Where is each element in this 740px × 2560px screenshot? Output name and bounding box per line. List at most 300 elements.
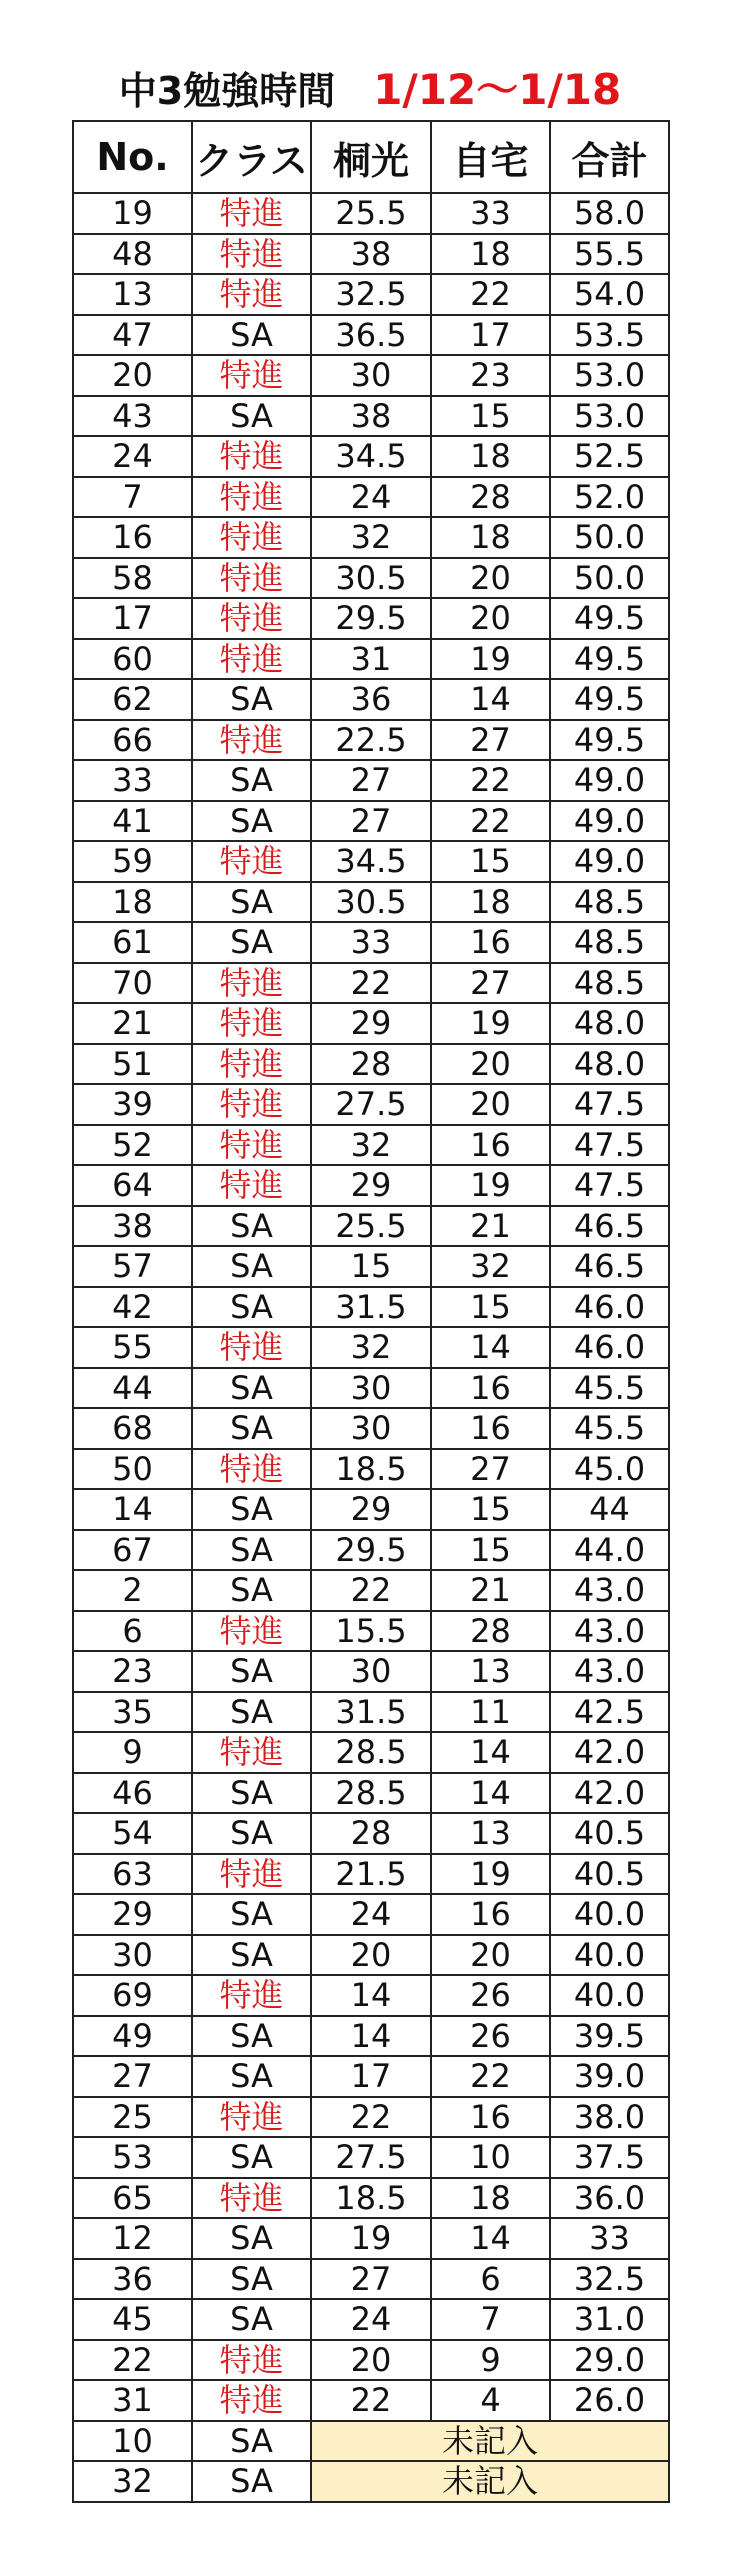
cell-toko: 21.5	[311, 1854, 431, 1895]
table-row	[73, 1935, 669, 1976]
cell-home: 26	[431, 2016, 550, 2057]
cell-total: 39.5	[550, 2016, 669, 2057]
cell-no: 23	[73, 1651, 192, 1692]
cell-toko: 22	[311, 1570, 431, 1611]
table-row	[73, 1327, 669, 1368]
cell-no: 64	[73, 1165, 192, 1206]
cell-total: 36.0	[550, 2178, 669, 2219]
header-no: No.	[73, 121, 192, 193]
cell-total: 53.0	[550, 355, 669, 396]
cell-home: 18	[431, 517, 550, 558]
cell-total: 42.0	[550, 1732, 669, 1773]
cell-total: 58.0	[550, 193, 669, 234]
page-title	[0, 52, 740, 122]
cell-home: 20	[431, 1935, 550, 1976]
cell-no: 6	[73, 1611, 192, 1652]
table-row	[73, 2056, 669, 2097]
cell-total: 46.5	[550, 1206, 669, 1247]
table-row	[73, 1368, 669, 1409]
cell-no: 62	[73, 679, 192, 720]
cell-toko: 30	[311, 1368, 431, 1409]
cell-home: 22	[431, 2056, 550, 2097]
cell-no: 51	[73, 1044, 192, 1085]
cell-total: 46.0	[550, 1327, 669, 1368]
cell-total: 45.5	[550, 1408, 669, 1449]
table-row	[73, 963, 669, 1004]
cell-no: 67	[73, 1530, 192, 1571]
cell-home: 18	[431, 2178, 550, 2219]
cell-class: SA	[192, 1206, 311, 1247]
header-toko: 桐光	[311, 121, 431, 193]
cell-toko: 18.5	[311, 1449, 431, 1490]
cell-total: 44.0	[550, 1530, 669, 1571]
cell-toko: 32.5	[311, 274, 431, 315]
cell-total: 53.0	[550, 396, 669, 437]
cell-total: 49.0	[550, 841, 669, 882]
cell-no: 46	[73, 1773, 192, 1814]
cell-home: 23	[431, 355, 550, 396]
table-row	[73, 1651, 669, 1692]
cell-no: 25	[73, 2097, 192, 2138]
cell-toko: 15.5	[311, 1611, 431, 1652]
cell-total: 54.0	[550, 274, 669, 315]
cell-no: 43	[73, 396, 192, 437]
cell-toko: 32	[311, 517, 431, 558]
cell-total: 50.0	[550, 558, 669, 599]
table-row	[73, 1084, 669, 1125]
cell-class: 特進	[192, 1044, 311, 1085]
cell-toko: 29	[311, 1003, 431, 1044]
table-row	[73, 1165, 669, 1206]
cell-class: SA	[192, 679, 311, 720]
cell-no: 29	[73, 1894, 192, 1935]
cell-total: 46.0	[550, 1287, 669, 1328]
cell-home: 16	[431, 2097, 550, 2138]
table-row	[73, 922, 669, 963]
table-row	[73, 193, 669, 234]
table-row	[73, 2178, 669, 2219]
cell-total: 50.0	[550, 517, 669, 558]
cell-no: 66	[73, 720, 192, 761]
cell-class: 特進	[192, 1003, 311, 1044]
cell-class: SA	[192, 315, 311, 356]
table-row	[73, 1894, 669, 1935]
table-row	[73, 1611, 669, 1652]
cell-unrecorded: 未記入	[311, 2421, 669, 2462]
table-row	[73, 679, 669, 720]
cell-toko: 31.5	[311, 1692, 431, 1733]
cell-home: 20	[431, 1044, 550, 1085]
cell-toko: 28	[311, 1044, 431, 1085]
cell-no: 42	[73, 1287, 192, 1328]
cell-class: 特進	[192, 1165, 311, 1206]
cell-home: 16	[431, 1368, 550, 1409]
cell-total: 45.0	[550, 1449, 669, 1490]
cell-no: 61	[73, 922, 192, 963]
cell-no: 35	[73, 1692, 192, 1733]
cell-class: 特進	[192, 1611, 311, 1652]
table-row	[73, 598, 669, 639]
cell-no: 70	[73, 963, 192, 1004]
cell-toko: 22	[311, 2097, 431, 2138]
cell-class: 特進	[192, 1732, 311, 1773]
cell-total: 40.5	[550, 1813, 669, 1854]
table-row	[73, 436, 669, 477]
cell-toko: 24	[311, 1894, 431, 1935]
cell-class: 特進	[192, 274, 311, 315]
cell-no: 33	[73, 760, 192, 801]
cell-toko: 29	[311, 1489, 431, 1530]
cell-class: 特進	[192, 234, 311, 275]
cell-toko: 14	[311, 2016, 431, 2057]
cell-class: SA	[192, 2421, 311, 2462]
cell-home: 22	[431, 801, 550, 842]
table-row	[73, 1408, 669, 1449]
cell-home: 20	[431, 598, 550, 639]
cell-toko: 24	[311, 477, 431, 518]
cell-class: SA	[192, 1368, 311, 1409]
cell-home: 18	[431, 234, 550, 275]
cell-no: 17	[73, 598, 192, 639]
table-row	[73, 517, 669, 558]
table-row	[73, 274, 669, 315]
cell-toko: 22	[311, 2380, 431, 2421]
cell-toko: 27	[311, 2259, 431, 2300]
table-row	[73, 1044, 669, 1085]
cell-no: 68	[73, 1408, 192, 1449]
cell-class: 特進	[192, 1449, 311, 1490]
table-row	[73, 1003, 669, 1044]
cell-no: 13	[73, 274, 192, 315]
cell-home: 15	[431, 1530, 550, 1571]
cell-no: 2	[73, 1570, 192, 1611]
table-row	[73, 1854, 669, 1895]
table-row	[73, 1530, 669, 1571]
table-row	[73, 1975, 669, 2016]
cell-total: 49.0	[550, 801, 669, 842]
cell-no: 22	[73, 2340, 192, 2381]
table-row	[73, 1773, 669, 1814]
table-row	[73, 2340, 669, 2381]
cell-class: 特進	[192, 963, 311, 1004]
cell-class: SA	[192, 1287, 311, 1328]
cell-home: 22	[431, 274, 550, 315]
cell-class: 特進	[192, 720, 311, 761]
cell-total: 47.5	[550, 1165, 669, 1206]
cell-total: 48.0	[550, 1044, 669, 1085]
cell-no: 45	[73, 2299, 192, 2340]
cell-toko: 31	[311, 639, 431, 680]
cell-no: 20	[73, 355, 192, 396]
cell-total: 48.5	[550, 882, 669, 923]
cell-home: 19	[431, 1854, 550, 1895]
cell-home: 16	[431, 922, 550, 963]
cell-home: 19	[431, 639, 550, 680]
cell-home: 9	[431, 2340, 550, 2381]
table-row	[73, 477, 669, 518]
cell-no: 10	[73, 2421, 192, 2462]
cell-no: 58	[73, 558, 192, 599]
cell-class: 特進	[192, 1125, 311, 1166]
cell-no: 30	[73, 1935, 192, 1976]
cell-total: 40.0	[550, 1935, 669, 1976]
header-home: 自宅	[431, 121, 550, 193]
cell-class: SA	[192, 2461, 311, 2502]
cell-class: 特進	[192, 477, 311, 518]
table-row	[73, 1489, 669, 1530]
cell-total: 49.5	[550, 639, 669, 680]
cell-class: SA	[192, 2218, 311, 2259]
cell-no: 14	[73, 1489, 192, 1530]
cell-toko: 25.5	[311, 1206, 431, 1247]
cell-home: 14	[431, 1773, 550, 1814]
table-row	[73, 1246, 669, 1287]
cell-no: 24	[73, 436, 192, 477]
cell-total: 43.0	[550, 1651, 669, 1692]
cell-home: 15	[431, 1489, 550, 1530]
cell-total: 46.5	[550, 1246, 669, 1287]
cell-home: 6	[431, 2259, 550, 2300]
cell-toko: 30	[311, 1651, 431, 1692]
cell-home: 27	[431, 963, 550, 1004]
cell-total: 42.5	[550, 1692, 669, 1733]
cell-class: SA	[192, 1894, 311, 1935]
cell-class: 特進	[192, 639, 311, 680]
table-row	[73, 2421, 669, 2462]
cell-home: 16	[431, 1125, 550, 1166]
cell-total: 31.0	[550, 2299, 669, 2340]
cell-total: 29.0	[550, 2340, 669, 2381]
cell-toko: 24	[311, 2299, 431, 2340]
cell-class: SA	[192, 2016, 311, 2057]
table-row	[73, 801, 669, 842]
table-row	[73, 1732, 669, 1773]
table-row	[73, 1287, 669, 1328]
table-row	[73, 2097, 669, 2138]
cell-no: 27	[73, 2056, 192, 2097]
cell-total: 48.5	[550, 922, 669, 963]
cell-total: 55.5	[550, 234, 669, 275]
cell-no: 63	[73, 1854, 192, 1895]
cell-class: 特進	[192, 2380, 311, 2421]
cell-no: 9	[73, 1732, 192, 1773]
cell-total: 39.0	[550, 2056, 669, 2097]
cell-no: 41	[73, 801, 192, 842]
cell-toko: 27.5	[311, 2137, 431, 2178]
cell-no: 21	[73, 1003, 192, 1044]
table-row	[73, 1813, 669, 1854]
cell-class: SA	[192, 1692, 311, 1733]
cell-no: 49	[73, 2016, 192, 2057]
cell-toko: 36.5	[311, 315, 431, 356]
table-row	[73, 2016, 669, 2057]
cell-class: SA	[192, 1408, 311, 1449]
cell-home: 10	[431, 2137, 550, 2178]
table-row	[73, 2461, 669, 2502]
study-time-table	[72, 120, 670, 2503]
cell-class: SA	[192, 1773, 311, 1814]
cell-total: 40.0	[550, 1894, 669, 1935]
cell-toko: 15	[311, 1246, 431, 1287]
cell-no: 7	[73, 477, 192, 518]
cell-no: 53	[73, 2137, 192, 2178]
cell-class: 特進	[192, 598, 311, 639]
cell-toko: 29.5	[311, 598, 431, 639]
cell-class: SA	[192, 882, 311, 923]
cell-class: SA	[192, 2299, 311, 2340]
cell-no: 65	[73, 2178, 192, 2219]
cell-toko: 32	[311, 1125, 431, 1166]
cell-home: 33	[431, 193, 550, 234]
cell-home: 15	[431, 1287, 550, 1328]
cell-toko: 28.5	[311, 1773, 431, 1814]
cell-home: 19	[431, 1003, 550, 1044]
cell-home: 16	[431, 1408, 550, 1449]
cell-home: 20	[431, 1084, 550, 1125]
cell-total: 47.5	[550, 1084, 669, 1125]
cell-home: 21	[431, 1570, 550, 1611]
cell-total: 53.5	[550, 315, 669, 356]
cell-no: 31	[73, 2380, 192, 2421]
cell-class: SA	[192, 1935, 311, 1976]
cell-no: 18	[73, 882, 192, 923]
cell-toko: 38	[311, 234, 431, 275]
cell-home: 15	[431, 396, 550, 437]
cell-toko: 27	[311, 801, 431, 842]
cell-class: 特進	[192, 2178, 311, 2219]
cell-no: 69	[73, 1975, 192, 2016]
cell-class: 特進	[192, 517, 311, 558]
table-row	[73, 315, 669, 356]
cell-toko: 36	[311, 679, 431, 720]
cell-total: 38.0	[550, 2097, 669, 2138]
cell-toko: 27	[311, 760, 431, 801]
cell-home: 13	[431, 1651, 550, 1692]
cell-toko: 32	[311, 1327, 431, 1368]
cell-toko: 30.5	[311, 558, 431, 599]
cell-home: 26	[431, 1975, 550, 2016]
cell-home: 22	[431, 760, 550, 801]
cell-no: 57	[73, 1246, 192, 1287]
cell-class: SA	[192, 1570, 311, 1611]
cell-home: 27	[431, 720, 550, 761]
cell-home: 16	[431, 1894, 550, 1935]
cell-total: 49.5	[550, 598, 669, 639]
cell-class: 特進	[192, 1327, 311, 1368]
cell-total: 37.5	[550, 2137, 669, 2178]
cell-class: SA	[192, 1489, 311, 1530]
cell-total: 43.0	[550, 1611, 669, 1652]
cell-total: 49.5	[550, 720, 669, 761]
cell-class: SA	[192, 1651, 311, 1692]
cell-no: 48	[73, 234, 192, 275]
cell-total: 45.5	[550, 1368, 669, 1409]
header-class: クラス	[192, 121, 311, 193]
cell-home: 14	[431, 2218, 550, 2259]
table-row	[73, 2380, 669, 2421]
cell-home: 32	[431, 1246, 550, 1287]
cell-toko: 22.5	[311, 720, 431, 761]
cell-toko: 20	[311, 1935, 431, 1976]
cell-home: 18	[431, 436, 550, 477]
cell-class: SA	[192, 2056, 311, 2097]
cell-no: 50	[73, 1449, 192, 1490]
cell-total: 52.0	[550, 477, 669, 518]
cell-class: 特進	[192, 1854, 311, 1895]
cell-toko: 30.5	[311, 882, 431, 923]
cell-total: 40.5	[550, 1854, 669, 1895]
cell-home: 11	[431, 1692, 550, 1733]
cell-toko: 17	[311, 2056, 431, 2097]
cell-class: 特進	[192, 2340, 311, 2381]
table-row	[73, 841, 669, 882]
cell-no: 16	[73, 517, 192, 558]
cell-total: 49.0	[550, 760, 669, 801]
cell-total: 40.0	[550, 1975, 669, 2016]
cell-toko: 29.5	[311, 1530, 431, 1571]
cell-total: 47.5	[550, 1125, 669, 1166]
cell-home: 13	[431, 1813, 550, 1854]
cell-class: SA	[192, 396, 311, 437]
cell-no: 60	[73, 639, 192, 680]
cell-toko: 33	[311, 922, 431, 963]
cell-toko: 38	[311, 396, 431, 437]
cell-toko: 29	[311, 1165, 431, 1206]
table-row	[73, 882, 669, 923]
cell-toko: 34.5	[311, 436, 431, 477]
cell-toko: 27.5	[311, 1084, 431, 1125]
table-row	[73, 2218, 669, 2259]
cell-toko: 30	[311, 355, 431, 396]
cell-class: 特進	[192, 1084, 311, 1125]
cell-total: 43.0	[550, 1570, 669, 1611]
table-row	[73, 720, 669, 761]
table-row	[73, 396, 669, 437]
cell-class: 特進	[192, 193, 311, 234]
cell-class: SA	[192, 801, 311, 842]
cell-home: 7	[431, 2299, 550, 2340]
cell-toko: 34.5	[311, 841, 431, 882]
cell-no: 44	[73, 1368, 192, 1409]
cell-class: 特進	[192, 841, 311, 882]
cell-class: 特進	[192, 2097, 311, 2138]
cell-unrecorded: 未記入	[311, 2461, 669, 2502]
cell-no: 59	[73, 841, 192, 882]
cell-home: 18	[431, 882, 550, 923]
table-row	[73, 1449, 669, 1490]
cell-class: 特進	[192, 436, 311, 477]
cell-total: 52.5	[550, 436, 669, 477]
cell-home: 21	[431, 1206, 550, 1247]
cell-total: 32.5	[550, 2259, 669, 2300]
cell-toko: 22	[311, 963, 431, 1004]
cell-total: 26.0	[550, 2380, 669, 2421]
table-row	[73, 2137, 669, 2178]
cell-class: 特進	[192, 558, 311, 599]
title-main: 中3勉強時間	[118, 68, 336, 113]
title-date-range: 1/12〜1/18	[373, 65, 622, 114]
table-row	[73, 1570, 669, 1611]
cell-no: 32	[73, 2461, 192, 2502]
cell-home: 14	[431, 1732, 550, 1773]
cell-no: 36	[73, 2259, 192, 2300]
cell-class: SA	[192, 1530, 311, 1571]
table-row	[73, 1692, 669, 1733]
table-header-row	[73, 121, 669, 193]
cell-class: SA	[192, 760, 311, 801]
cell-home: 20	[431, 558, 550, 599]
table-row	[73, 2299, 669, 2340]
